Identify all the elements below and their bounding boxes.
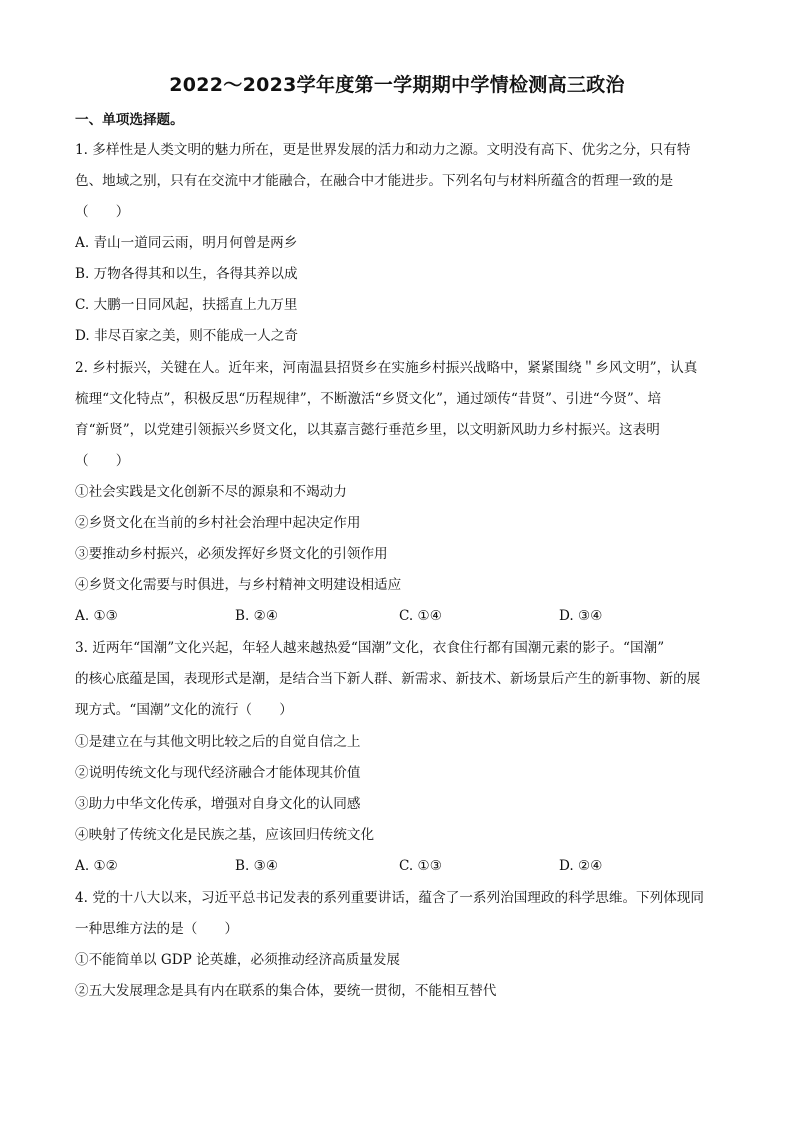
q4-stem-line-2: 一种思维方法的是（ ） bbox=[75, 921, 239, 937]
q2-option-a: A. ①③ bbox=[75, 608, 118, 624]
q3-stem-line-3: 现方式。“国潮”文化的流行（ ） bbox=[75, 702, 293, 718]
q2-option-b: B. ②④ bbox=[235, 608, 279, 624]
q1-choice-c: C. 大鹏一日同风起，扶摇直上九万里 bbox=[75, 297, 298, 313]
q2-statement-2: ②乡贤文化在当前的乡村社会治理中起决定作用 bbox=[75, 515, 361, 531]
q3-stem-line-2: 的核心底蕴是国，表现形式是潮，是结合当下新人群、新需求、新技术、新场景后产生的新事物、新的展 bbox=[75, 671, 701, 687]
q2-stem-line-4: （ ） bbox=[75, 453, 130, 469]
q2-option-c: C. ①④ bbox=[399, 608, 442, 624]
q3-option-b: B. ③④ bbox=[235, 858, 279, 874]
q1-choice-a: A. 青山一道同云雨，明月何曾是两乡 bbox=[75, 235, 298, 251]
q1-stem-line-3: （ ） bbox=[75, 204, 130, 220]
q2-option-d: D. ③④ bbox=[559, 608, 603, 624]
q2-stem-line-2: 梳理“文化特点”，积极反思“历程规律”，不断激活“乡贤文化”，通过颂传“昔贤”、引进“今贤”、培 bbox=[75, 391, 662, 407]
q1-choice-d: D. 非尽百家之美，则不能成一人之奇 bbox=[75, 328, 298, 344]
q3-options bbox=[75, 856, 725, 876]
q3-statement-4: ④映射了传统文化是民族之基，应该回归传统文化 bbox=[75, 827, 375, 843]
q2-stem-line-1: 2. 乡村振兴，关键在人。近年来，河南温县招贤乡在实施乡村振兴战略中，紧紧围绕＂乡风文明”，认真 bbox=[75, 360, 698, 376]
q3-statement-3: ③助力中华文化传承，增强对自身文化的认同感 bbox=[75, 796, 361, 812]
section-heading: 一、单项选择题。 bbox=[75, 112, 184, 128]
q3-statement-1: ①是建立在与其他文明比较之后的自觉自信之上 bbox=[75, 734, 361, 750]
q3-stem-line-1: 3. 近两年“国潮”文化兴起，年轻人越来越热爱“国潮”文化，衣食住行都有国潮元素的影子。“国潮” bbox=[75, 640, 665, 656]
q2-stem-line-3: 育“新贤”，以党建引领振兴乡贤文化，以其嘉言懿行垂范乡里，以文明新风助力乡村振兴。这表明 bbox=[75, 422, 660, 438]
q2-statement-1: ①社会实践是文化创新不尽的源泉和不竭动力 bbox=[75, 484, 347, 500]
page-title: 2022～2023学年度第一学期期中学情检测高三政治 bbox=[169, 74, 625, 96]
q1-stem-line-1: 1. 多样性是人类文明的魅力所在，更是世界发展的活力和动力之源。文明没有高下、优劣之分，只有特 bbox=[75, 142, 691, 158]
q3-option-c: C. ①③ bbox=[399, 858, 442, 874]
q3-option-d: D. ②④ bbox=[559, 858, 603, 874]
q4-statement-2: ②五大发展理念是具有内在联系的集合体，要统一贯彻，不能相互替代 bbox=[75, 983, 497, 999]
q1-stem-line-2: 色、地域之别，只有在交流中才能融合，在融合中才能进步。下列名句与材料所蕴含的哲理一致的是 bbox=[75, 173, 674, 189]
q1-choice-b: B. 万物各得其和以生，各得其养以成 bbox=[75, 266, 298, 282]
q2-statement-3: ③要推动乡村振兴，必须发挥好乡贤文化的引领作用 bbox=[75, 546, 388, 562]
q2-options bbox=[75, 606, 725, 626]
q4-statement-1: ①不能简单以 GDP 论英雄，必须推动经济高质量发展 bbox=[75, 952, 401, 968]
q2-statement-4: ④乡贤文化需要与时俱进，与乡村精神文明建设相适应 bbox=[75, 577, 402, 593]
q3-statement-2: ②说明传统文化与现代经济融合才能体现其价值 bbox=[75, 765, 361, 781]
q4-stem-line-1: 4. 党的十八大以来，习近平总书记发表的系列重要讲话，蕴含了一系列治国理政的科学思维。下列体现同 bbox=[75, 890, 705, 906]
q3-option-a: A. ①② bbox=[75, 858, 118, 874]
